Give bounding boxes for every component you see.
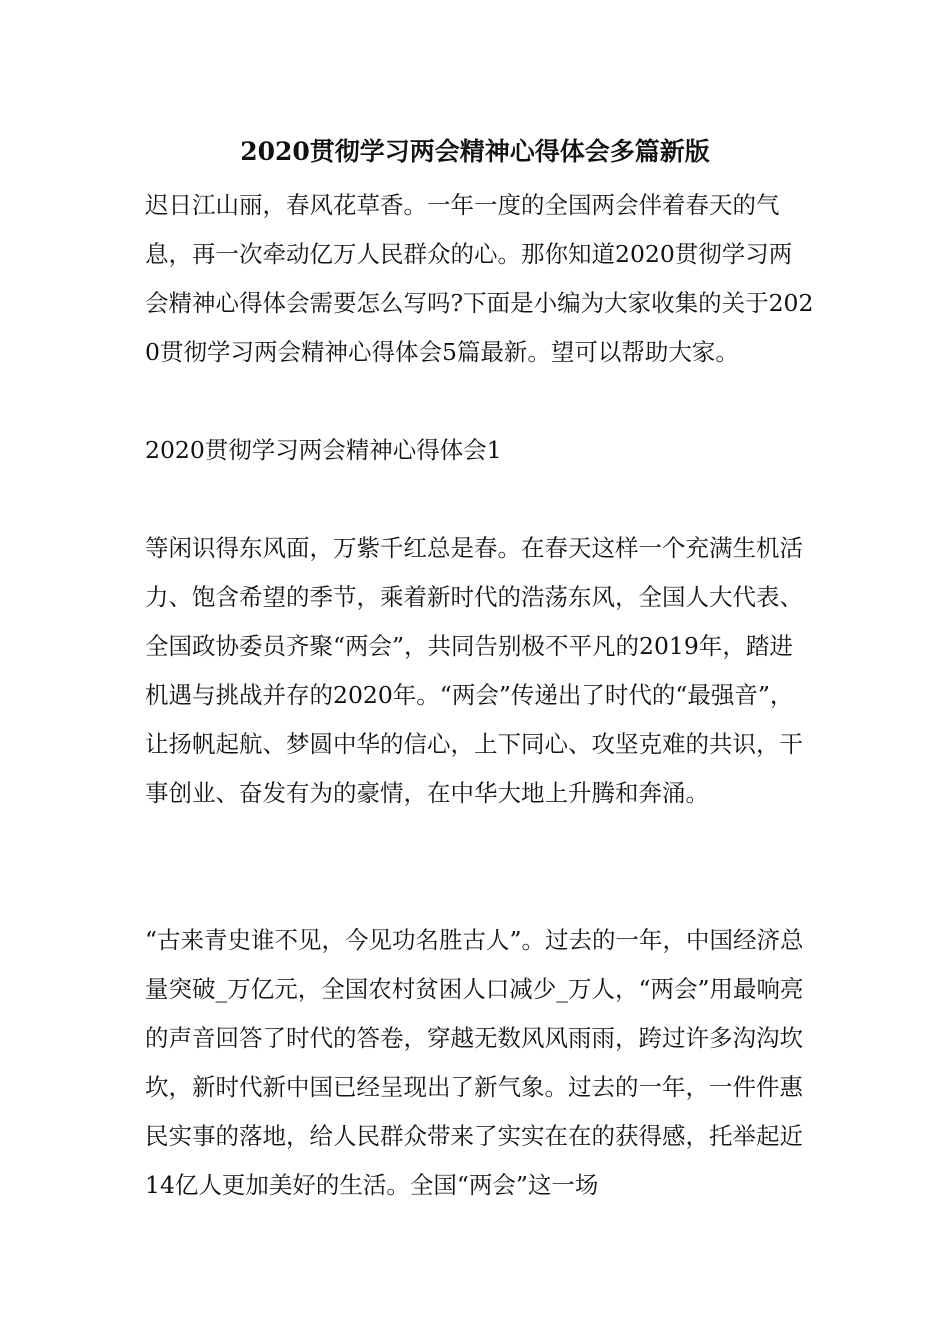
intro-paragraph: 迟日江山丽，春风花草香。一年一度的全国两会伴着春天的气息，再一次牵动亿万人民群众的心。那你知道2020贯彻学习两会精神心得体会需要怎么写吗?下面是小编为大家收集的关于2020贯彻学习两会精神心得体会5篇最新。望可以帮助大家。 [145, 191, 814, 366]
document-title: 2020贯彻学习两会精神心得体会多篇新版 [240, 137, 710, 166]
section-heading: 2020贯彻学习两会精神心得体会1 [145, 436, 502, 464]
body-paragraph-2: “古来青史谁不见，今见功名胜古人”。过去的一年，中国经济总量突破_万亿元，全国农村贫困人口减少_万人，“两会”用最响亮的声音回答了时代的答卷，穿越无数风风雨雨，跨过许多沟沟坎坎，新时代新中国已经呈现出了新气象。过去的一年，一件件惠民实事的落地，给人民群众带来了实实在在的获得感，托举起近14亿人更加美好的生活。全国“两会”这一场 [145, 926, 804, 1199]
body-paragraph-1: 等闲识得东风面，万紫千红总是春。在春天这样一个充满生机活力、饱含希望的季节，乘着新时代的浩荡东风，全国人大代表、全国政协委员齐聚“两会”，共同告别极不平凡的2019年，踏进机遇与挑战并存的2020年。“两会”传递出了时代的“最强音”，让扬帆起航、梦圆中华的信心，上下同心、攻坚克难的共识，干事创业、奋发有为的豪情，在中华大地上升腾和奔涌。 [145, 534, 803, 807]
